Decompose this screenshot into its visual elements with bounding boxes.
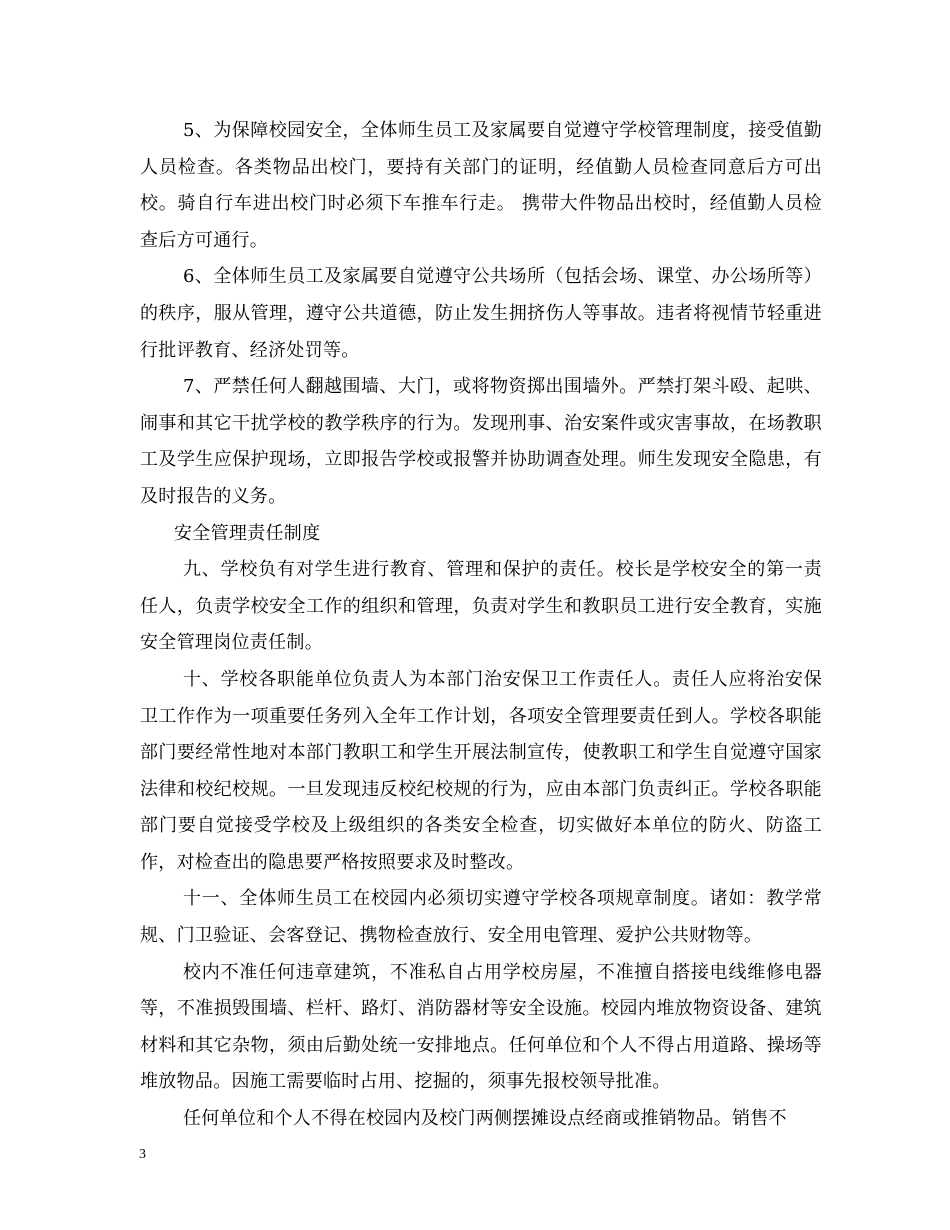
paragraph-construction-rules: 校内不准任何违章建筑，不准私自占用学校房屋，不准擅自搭接电线维修电器等，不准损毁围墙、栏杆、路灯、消防器材等安全设施。校园内堆放物资设备、建筑材料和其它杂物，须由后勤处统一安排地点。任何单位和个人不得占用道路、操场等堆放物品。因施工需要临时占用、挖掘的，须事先报校领导批准。 — [140, 961, 822, 1093]
paragraph-item-6: 6、全体师生员工及家属要自觉遵守公共场所（包括会场、课堂、办公场所等）的秩序，服从管理，遵守公共道德，防止发生拥挤伤人等事故。违者将视情节轻重进行批评教育、经济处罚等。 — [140, 266, 822, 361]
paragraph-item-9: 九、学校负有对学生进行教育、管理和保护的责任。校长是学校安全的第一责任人，负责学校安全工作的组织和管理，负责对学生和教职员工进行安全教育，实施安全管理岗位责任制。 — [140, 559, 822, 654]
paragraph-item-10: 十、学校各职能单位负责人为本部门治安保卫工作责任人。责任人应将治安保卫工作作为一项重要任务列入全年工作计划，各项安全管理要责任到人。学校各职能部门要经常性地对本部门教职工和学生开展法制宣传，使教职工和学生自觉遵守国家法律和校纪校规。一旦发现违反校纪校规的行为，应由本部门负责纠正。学校各职能部门要自觉接受学校及上级组织的各类安全检查，切实做好本单位的防火、防盗工作，对检查出的隐患要严格按照要求及时整改。 — [140, 668, 822, 873]
paragraph-item-11: 十一、全体师生员工在校园内必须切实遵守学校各项规章制度。诸如：教学常规、门卫验证、会客登记、携物检查放行、安全用电管理、爱护公共财物等。 — [140, 888, 822, 947]
paragraph-item-7: 7、严禁任何人翻越围墙、大门，或将物资掷出围墙外。严禁打架斗殴、起哄、闹事和其它干扰学校的教学秩序的行为。发现刑事、治安案件或灾害事故，在场教职工及学生应保护现场，立即报告学校或报警并协助调查处理。师生发现安全隐患，有及时报告的义务。 — [140, 376, 822, 507]
paragraph-vending-rules: 任何单位和个人不得在校园内及校门两侧摆摊设点经商或推销物品。销售不 — [183, 1108, 787, 1130]
section-heading: 安全管理责任制度 — [174, 522, 321, 544]
document-body — [140, 113, 822, 1138]
paragraph-item-5: 5、为保障校园安全，全体师生员工及家属要自觉遵守学校管理制度，接受值勤人员检查。各类物品出校门，要持有关部门的证明，经值勤人员检查同意后方可出校。骑自行车进出校门时必须下车推车行走。 携带大件物品出校时，经值勤人员检查后方可通行。 — [140, 120, 822, 251]
page-number: 3 — [139, 1147, 146, 1162]
